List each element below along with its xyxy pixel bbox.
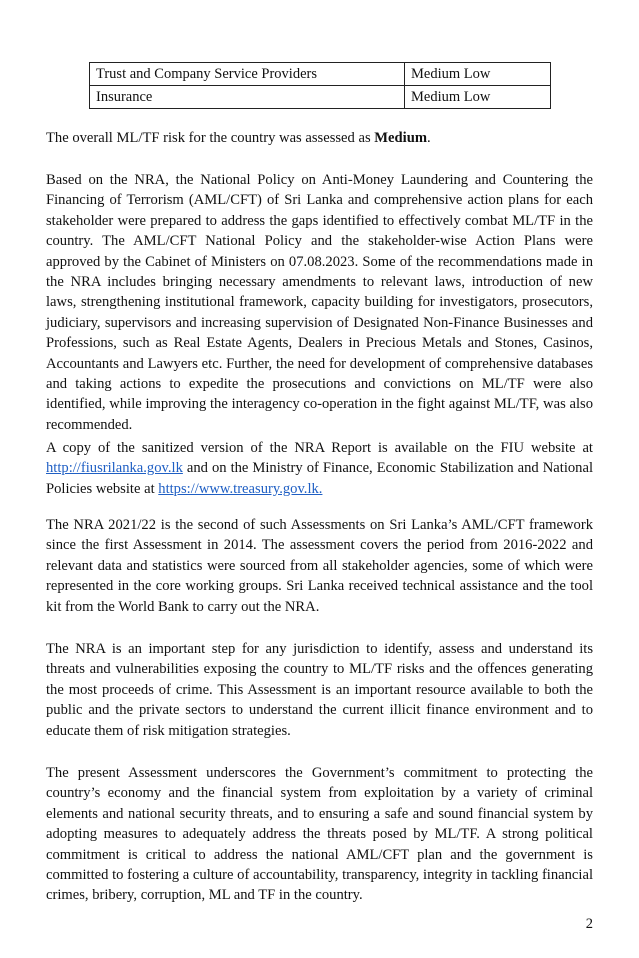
table-cell-risk-level: Medium Low	[405, 86, 551, 109]
paragraph-report-copy	[46, 438, 593, 499]
table-row	[90, 63, 551, 86]
report-copy-text-1: A copy of the sanitized version of the NRA Report is available on the FIU website at	[46, 440, 593, 456]
paragraph-second-assessment: The NRA 2021/22 is the second of such Assessments on Sri Lanka’s AML/CFT framework since the first Assessment in 2014. The assessment covers the period from 2016-2022 and relevant data and statistics were sourced from all stakeholder agencies, some of which were represented in the core working groups. Sri Lanka received technical assistance and the tool kit from the World Bank to carry out the NRA.	[46, 517, 593, 615]
table-row	[90, 86, 551, 109]
paragraph-government-commitment: The present Assessment underscores the Government’s commitment to protecting the country’s economy and the financial system from exploitation by a variety of criminal elements and national security threats, and to ensuring a safe and sound financial system by adopting measures to adequately address the threats posed by ML/TF. A strong political commitment is critical to address the national AML/CFT plan and the government is committed to fostering a culture of accountability, transparency, integrity in tackling financial crimes, bribery, corruption, ML and TF in the country.	[46, 765, 593, 904]
overall-risk-rating: Medium	[374, 130, 427, 146]
page-number: 2	[585, 916, 593, 932]
table-cell-risk-level: Medium Low	[405, 63, 551, 86]
overall-risk-statement	[46, 128, 593, 148]
treasury-website-link[interactable]: https://www.treasury.gov.lk.	[158, 480, 323, 497]
overall-risk-suffix: .	[426, 130, 431, 146]
fiu-website-link[interactable]: http://fiusrilanka.gov.lk	[46, 460, 183, 477]
table-cell-sector: Insurance	[90, 86, 405, 109]
paragraph-national-policy: Based on the NRA, the National Policy on Anti-Money Laundering and Countering the Financing of Terrorism (AML/CFT) of Sri Lanka and comprehensive action plans for each stakeholder were prepared to address the gaps identified to effectively combat ML/TF in the country. The AML/CFT National Policy and the stakeholder-wise Action Plans were approved by the Cabinet of Ministers on 07.08.2023. Some of the recommendations made in the NRA includes bringing necessary amendments to relevant laws, introduction of new laws, strengthening institutional framework, capacity building for investigators, prosecutors, judiciary, supervisors and increasing supervision of Designated Non-Finance Businesses and Professions, such as Real Estate Agents, Dealers in Precious Metals and Stones, Casinos, Accountants and Lawyers etc. Further, the need for development of comprehensive databases and taking actions to expedite the prosecutions and convictions on ML/TF were also identified, while improving the interagency co-operation in the fight against ML/TF, was also recommended.	[46, 172, 593, 433]
paragraph-nra-importance: The NRA is an important step for any jurisdiction to identify, assess and understand its threats and vulnerabilities exposing the country to ML/TF risks and the offences generating the most proceeds of crime. This Assessment is an important resource available to both the public and the private sectors to understand the current illicit finance environment and to educate them of risk mitigation strategies.	[46, 641, 593, 739]
table-cell-sector: Trust and Company Service Providers	[90, 63, 405, 86]
report-copy-text-2: and on the Ministry of Finance, Economic Stabilization and National Policies website at	[46, 460, 593, 497]
risk-table	[89, 62, 551, 109]
overall-risk-prefix: The overall ML/TF risk for the country was assessed as	[46, 130, 375, 146]
